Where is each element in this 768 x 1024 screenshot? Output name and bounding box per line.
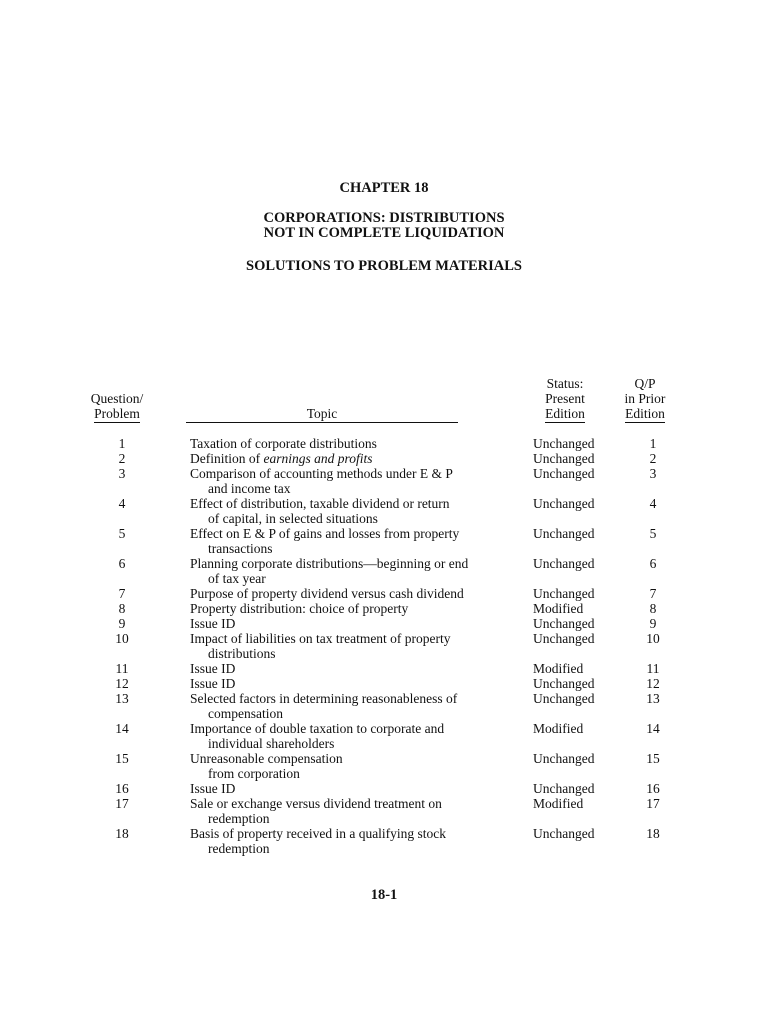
- table-row: [0, 631, 768, 661]
- row-topic-line1: Property distribution: choice of property: [190, 601, 409, 616]
- row-topic-line1: Comparison of accounting methods under E & P: [190, 466, 453, 481]
- row-status: Unchanged: [533, 466, 595, 481]
- row-prior: 5: [649, 526, 657, 541]
- problem-table: [0, 436, 768, 856]
- row-prior: 1: [649, 436, 657, 451]
- column-header-topic: Topic: [186, 406, 458, 423]
- row-topic-line2: redemption: [208, 811, 270, 826]
- row-topic: [190, 451, 520, 466]
- chapter-subtitle: [0, 259, 768, 274]
- column-header-question-line1: Question/: [90, 391, 144, 406]
- column-header-status-line1: Status:: [546, 376, 584, 391]
- chapter-title: [0, 211, 768, 241]
- row-prior: 4: [649, 496, 657, 511]
- row-topic: [190, 676, 520, 691]
- row-number: 17: [115, 796, 129, 811]
- chapter-subtitle-text: SOLUTIONS TO PROBLEM MATERIALS: [246, 258, 522, 274]
- row-number: 3: [118, 466, 126, 481]
- row-topic: [190, 466, 520, 496]
- table-row: [0, 751, 768, 781]
- row-topic: [190, 826, 520, 856]
- row-topic-line1: Effect on E & P of gains and losses from property: [190, 526, 460, 541]
- table-row: [0, 661, 768, 676]
- row-status: Unchanged: [533, 676, 595, 691]
- row-prior: 18: [646, 826, 660, 841]
- table-row: [0, 796, 768, 826]
- row-number: 1: [118, 436, 126, 451]
- table-row: [0, 781, 768, 796]
- row-prior: 3: [649, 466, 657, 481]
- row-status: Modified: [533, 661, 584, 676]
- row-prior: 16: [646, 781, 660, 796]
- column-header-prior: [618, 376, 672, 423]
- table-row: [0, 616, 768, 631]
- column-header-prior-line1: Q/P: [634, 376, 656, 391]
- table-row: [0, 556, 768, 586]
- row-topic-line1: Unreasonable compensation: [190, 751, 343, 766]
- row-number: 5: [118, 526, 126, 541]
- row-prior: 9: [649, 616, 657, 631]
- row-status: Unchanged: [533, 451, 595, 466]
- row-number: 18: [115, 826, 129, 841]
- row-number: 9: [118, 616, 126, 631]
- row-number: 11: [115, 661, 129, 676]
- row-topic-italic: earnings and profits: [263, 451, 373, 466]
- table-row: [0, 466, 768, 496]
- row-topic: [190, 586, 520, 601]
- table-row: [0, 526, 768, 556]
- row-topic-line1: Issue ID: [190, 676, 236, 691]
- row-number: 10: [115, 631, 129, 646]
- row-prior: 8: [649, 601, 657, 616]
- row-topic: [190, 556, 520, 586]
- column-header-status-line2: Present: [545, 391, 585, 406]
- column-header-status: [530, 376, 600, 423]
- row-topic: [190, 751, 520, 781]
- row-status: Unchanged: [533, 631, 595, 646]
- row-number: 13: [115, 691, 129, 706]
- row-topic-line2: from corporation: [208, 766, 300, 781]
- page-number: 18-1: [370, 887, 398, 903]
- row-topic: [190, 526, 520, 556]
- row-status: Unchanged: [533, 586, 595, 601]
- row-topic-line2: compensation: [208, 706, 283, 721]
- row-number: 6: [118, 556, 126, 571]
- row-topic-line1: Planning corporate distributions—beginning or end: [190, 556, 469, 571]
- row-topic: [190, 721, 520, 751]
- row-number: 2: [118, 451, 126, 466]
- row-topic-line2: and income tax: [208, 481, 291, 496]
- row-topic: [190, 616, 520, 631]
- row-prior: 12: [646, 676, 660, 691]
- row-topic-line1: Issue ID: [190, 616, 236, 631]
- row-prior: 2: [649, 451, 657, 466]
- table-row: [0, 826, 768, 856]
- column-header-question: [84, 391, 150, 423]
- row-number: 15: [115, 751, 129, 766]
- row-status: Unchanged: [533, 526, 595, 541]
- table-row: [0, 586, 768, 601]
- table-row: [0, 451, 768, 466]
- row-topic: [190, 781, 520, 796]
- row-prior: 6: [649, 556, 657, 571]
- row-topic-line1: Selected factors in determining reasonableness of: [190, 691, 458, 706]
- row-topic: [190, 631, 520, 661]
- row-topic-line2: redemption: [208, 841, 270, 856]
- row-topic-line2: transactions: [208, 541, 273, 556]
- row-topic: [190, 691, 520, 721]
- row-topic-line2: of capital, in selected situations: [208, 511, 378, 526]
- row-topic-line2: individual shareholders: [208, 736, 335, 751]
- row-topic: [190, 601, 520, 616]
- row-topic: [190, 661, 520, 676]
- row-topic: [190, 436, 520, 451]
- row-topic-line2: of tax year: [208, 571, 266, 586]
- row-prior: 15: [646, 751, 660, 766]
- chapter-title-line1: CORPORATIONS: DISTRIBUTIONS: [263, 210, 505, 226]
- row-number: 16: [115, 781, 129, 796]
- row-topic-line1: Taxation of corporate distributions: [190, 436, 377, 451]
- row-status: Modified: [533, 601, 584, 616]
- row-status: Unchanged: [533, 691, 595, 706]
- row-topic-line1: Sale or exchange versus dividend treatment on: [190, 796, 442, 811]
- row-number: 14: [115, 721, 129, 736]
- column-header-status-line3: Edition: [545, 406, 585, 421]
- column-header-prior-line2: in Prior: [624, 391, 666, 406]
- row-number: 4: [118, 496, 126, 511]
- row-prior: 17: [646, 796, 660, 811]
- row-topic-line1: Purpose of property dividend versus cash dividend: [190, 586, 464, 601]
- row-topic-line1: Issue ID: [190, 661, 236, 676]
- chapter-number: CHAPTER 18: [339, 180, 429, 196]
- row-number: 12: [115, 676, 129, 691]
- row-status: Unchanged: [533, 496, 595, 511]
- column-header-question-line2: Problem: [94, 406, 140, 421]
- chapter-title-line2: NOT IN COMPLETE LIQUIDATION: [263, 225, 505, 241]
- row-prior: 14: [646, 721, 660, 736]
- row-status: Unchanged: [533, 826, 595, 841]
- row-status: Unchanged: [533, 436, 595, 451]
- chapter-heading: [0, 181, 768, 196]
- row-topic-line2: distributions: [208, 646, 276, 661]
- row-prior: 11: [646, 661, 660, 676]
- table-row: [0, 601, 768, 616]
- row-number: 7: [118, 586, 126, 601]
- row-status: Unchanged: [533, 616, 595, 631]
- row-prior: 7: [649, 586, 657, 601]
- row-topic-line1: Definition of: [190, 451, 264, 466]
- table-row: [0, 496, 768, 526]
- row-topic-line1: Importance of double taxation to corporate and: [190, 721, 445, 736]
- row-status: Unchanged: [533, 556, 595, 571]
- column-header-prior-line3: Edition: [625, 406, 665, 421]
- table-row: [0, 691, 768, 721]
- row-topic-line1: Impact of liabilities on tax treatment of property: [190, 631, 451, 646]
- row-status: Modified: [533, 721, 584, 736]
- row-prior: 13: [646, 691, 660, 706]
- row-status: Modified: [533, 796, 584, 811]
- table-row: [0, 676, 768, 691]
- row-topic-line1: Basis of property received in a qualifying stock: [190, 826, 447, 841]
- row-number: 8: [118, 601, 126, 616]
- row-topic: [190, 496, 520, 526]
- row-prior: 10: [646, 631, 660, 646]
- table-row: [0, 436, 768, 451]
- row-status: Unchanged: [533, 781, 595, 796]
- row-topic-line1: Effect of distribution, taxable dividend or return: [190, 496, 450, 511]
- table-row: [0, 721, 768, 751]
- row-status: Unchanged: [533, 751, 595, 766]
- row-topic-line1: Issue ID: [190, 781, 236, 796]
- row-topic: [190, 796, 520, 826]
